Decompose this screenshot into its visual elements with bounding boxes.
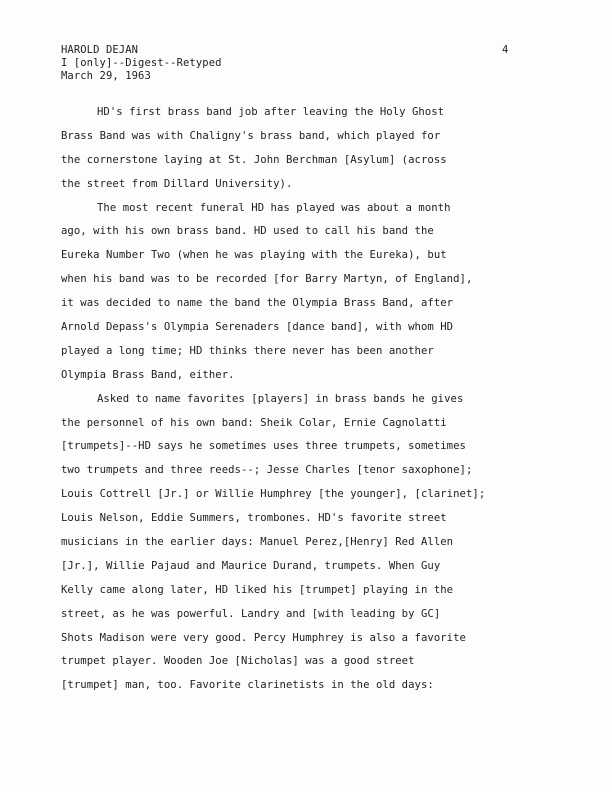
text-line: Arnold Depass's Olympia Serenaders [dance band], with whom HD — [61, 321, 454, 334]
text-line: Brass Band was with Chaligny's brass band, which played for — [61, 129, 441, 142]
text-line: street, as he was powerful. Landry and [with leading by GC] — [61, 607, 441, 620]
reel-description: I [only]--Digest--Retyped — [61, 57, 222, 69]
text-line: the cornerstone laying at St. John Berchman [Asylum] (across — [61, 153, 447, 166]
text-line: [trumpets]--HD says he sometimes uses three trumpets, sometimes — [61, 440, 466, 453]
document-header — [61, 44, 222, 83]
text-line: Eureka Number Two (when he was playing with the Eureka), but — [61, 249, 447, 262]
text-line: [trumpet] man, too. Favorite clarinetists in the old days: — [61, 679, 434, 692]
text-line: played a long time; HD thinks there never has been another — [61, 344, 434, 357]
text-line: Kelly came along later, HD liked his [trumpet] playing in the — [61, 583, 454, 596]
interviewee-name: HAROLD DEJAN — [61, 44, 139, 56]
text-line: The most recent funeral HD has played was about a month — [97, 201, 451, 214]
text-line: when his band was to be recorded [for Barry Martyn, of England], — [61, 273, 473, 286]
text-line: HD's first brass band job after leaving the Holy Ghost — [97, 106, 445, 118]
text-line: Louis Nelson, Eddie Summers, trombones. HD's favorite street — [61, 512, 447, 525]
text-line: it was decided to name the band the Olympia Brass Band, after — [61, 297, 454, 310]
text-line: ago, with his own brass band. HD used to call his band the — [61, 225, 434, 238]
body-text — [61, 101, 531, 698]
text-line: Asked to name favorites [players] in brass bands he gives — [97, 392, 464, 405]
text-line: [Jr.], Willie Pajaud and Maurice Durand, trumpets. When Guy — [61, 559, 441, 572]
text-line: the street from Dillard University). — [61, 177, 293, 190]
text-line: musicians in the earlier days: Manuel Perez,[Henry] Red Allen — [61, 536, 454, 549]
text-line: the personnel of his own band: Sheik Colar, Ernie Cagnolatti — [61, 416, 447, 429]
text-line: Louis Cottrell [Jr.] or Willie Humphrey [the younger], [clarinet]; — [61, 488, 486, 501]
interview-date: March 29, 1963 — [61, 70, 151, 82]
text-line: trumpet player. Wooden Joe [Nicholas] was a good street — [61, 655, 415, 668]
text-line: Shots Madison were very good. Percy Humphrey is also a favorite — [61, 631, 466, 644]
text-line: two trumpets and three reeds--; Jesse Charles [tenor saxophone]; — [61, 464, 473, 477]
text-line: Olympia Brass Band, either. — [61, 368, 235, 381]
page-number: 4 — [502, 44, 509, 56]
